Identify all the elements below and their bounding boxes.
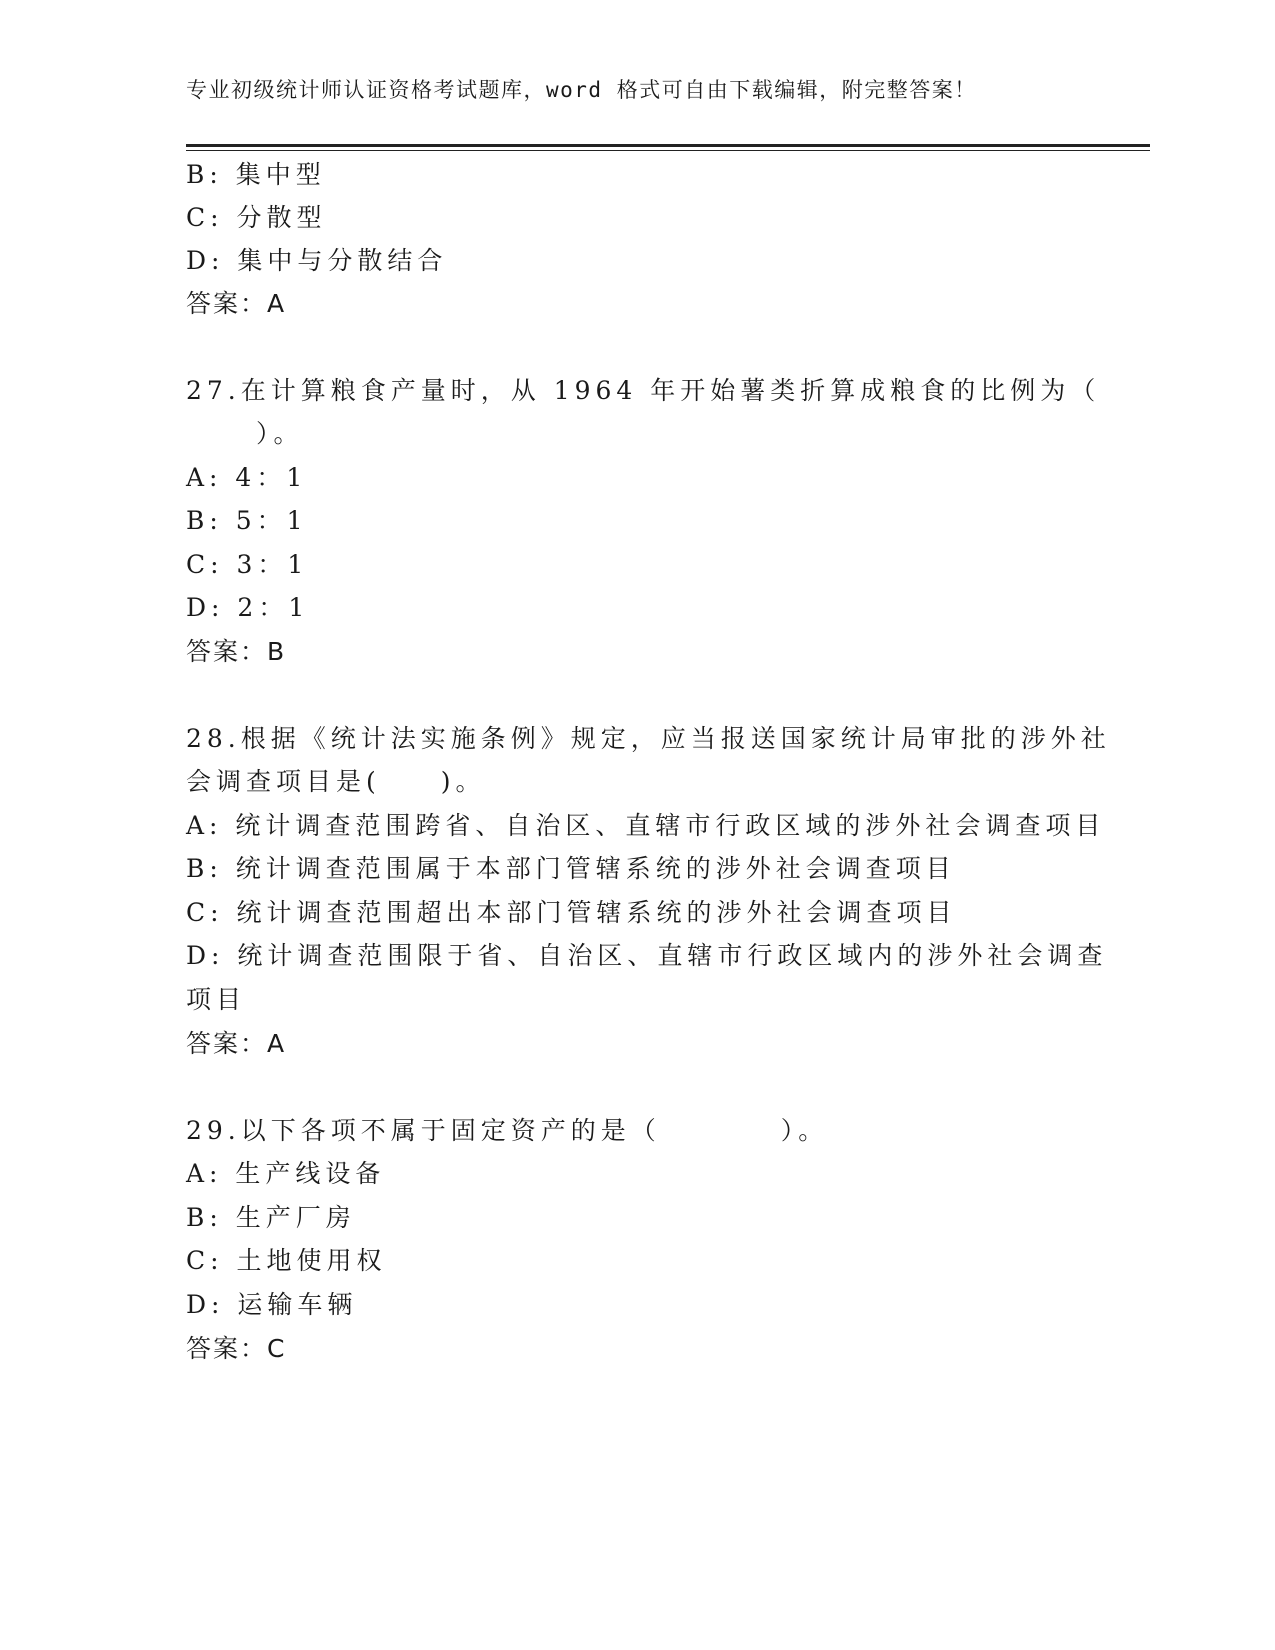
option-b: B: 5：1 (186, 506, 308, 535)
option-a: A: 生产线设备 (186, 1159, 386, 1188)
question-stem: 29.以下各项不属于固定资产的是（ ）。 (186, 1116, 829, 1145)
option-c: C: 3：1 (186, 550, 309, 579)
option-d: D: 统计调查范围限于省、自治区、直辖市行政区域内的涉外社会调查 (186, 941, 1108, 970)
option-c: C: 分散型 (186, 203, 327, 232)
answer: 答案：C (186, 1334, 287, 1363)
question-stem-cont: ）。 (256, 419, 304, 448)
option-d-cont: 项目 (186, 985, 247, 1014)
option-a: A: 4：1 (186, 463, 308, 492)
question-stem-cont: 会调查项目是( )。 (186, 767, 486, 796)
option-a: A: 统计调查范围跨省、自治区、直辖市行政区域的涉外社会调查项目 (186, 811, 1106, 840)
option-b: B: 集中型 (186, 160, 326, 189)
option-c: C: 统计调查范围超出本部门管辖系统的涉外社会调查项目 (186, 898, 957, 927)
page-header: 专业初级统计师认证资格考试题库，word 格式可自由下载编辑，附完整答案！ (186, 78, 977, 102)
option-d: D: 2：1 (186, 593, 310, 622)
answer: 答案：B (186, 637, 287, 666)
header-rule-thin (186, 150, 1150, 151)
answer: 答案：A (186, 289, 287, 318)
option-b: B: 统计调查范围属于本部门管辖系统的涉外社会调查项目 (186, 854, 956, 883)
option-b: B: 生产厂房 (186, 1203, 356, 1232)
option-d: D: 集中与分散结合 (186, 246, 448, 275)
question-stem: 28.根据《统计法实施条例》规定，应当报送国家统计局审批的涉外社 (186, 724, 1111, 753)
question-stem: 27.在计算粮食产量时，从 1964 年开始薯类折算成粮食的比例为（ (186, 376, 1101, 405)
header-rule-thick (186, 144, 1150, 147)
answer: 答案：A (186, 1029, 287, 1058)
option-c: C: 土地使用权 (186, 1246, 387, 1275)
option-d: D: 运输车辆 (186, 1290, 358, 1319)
